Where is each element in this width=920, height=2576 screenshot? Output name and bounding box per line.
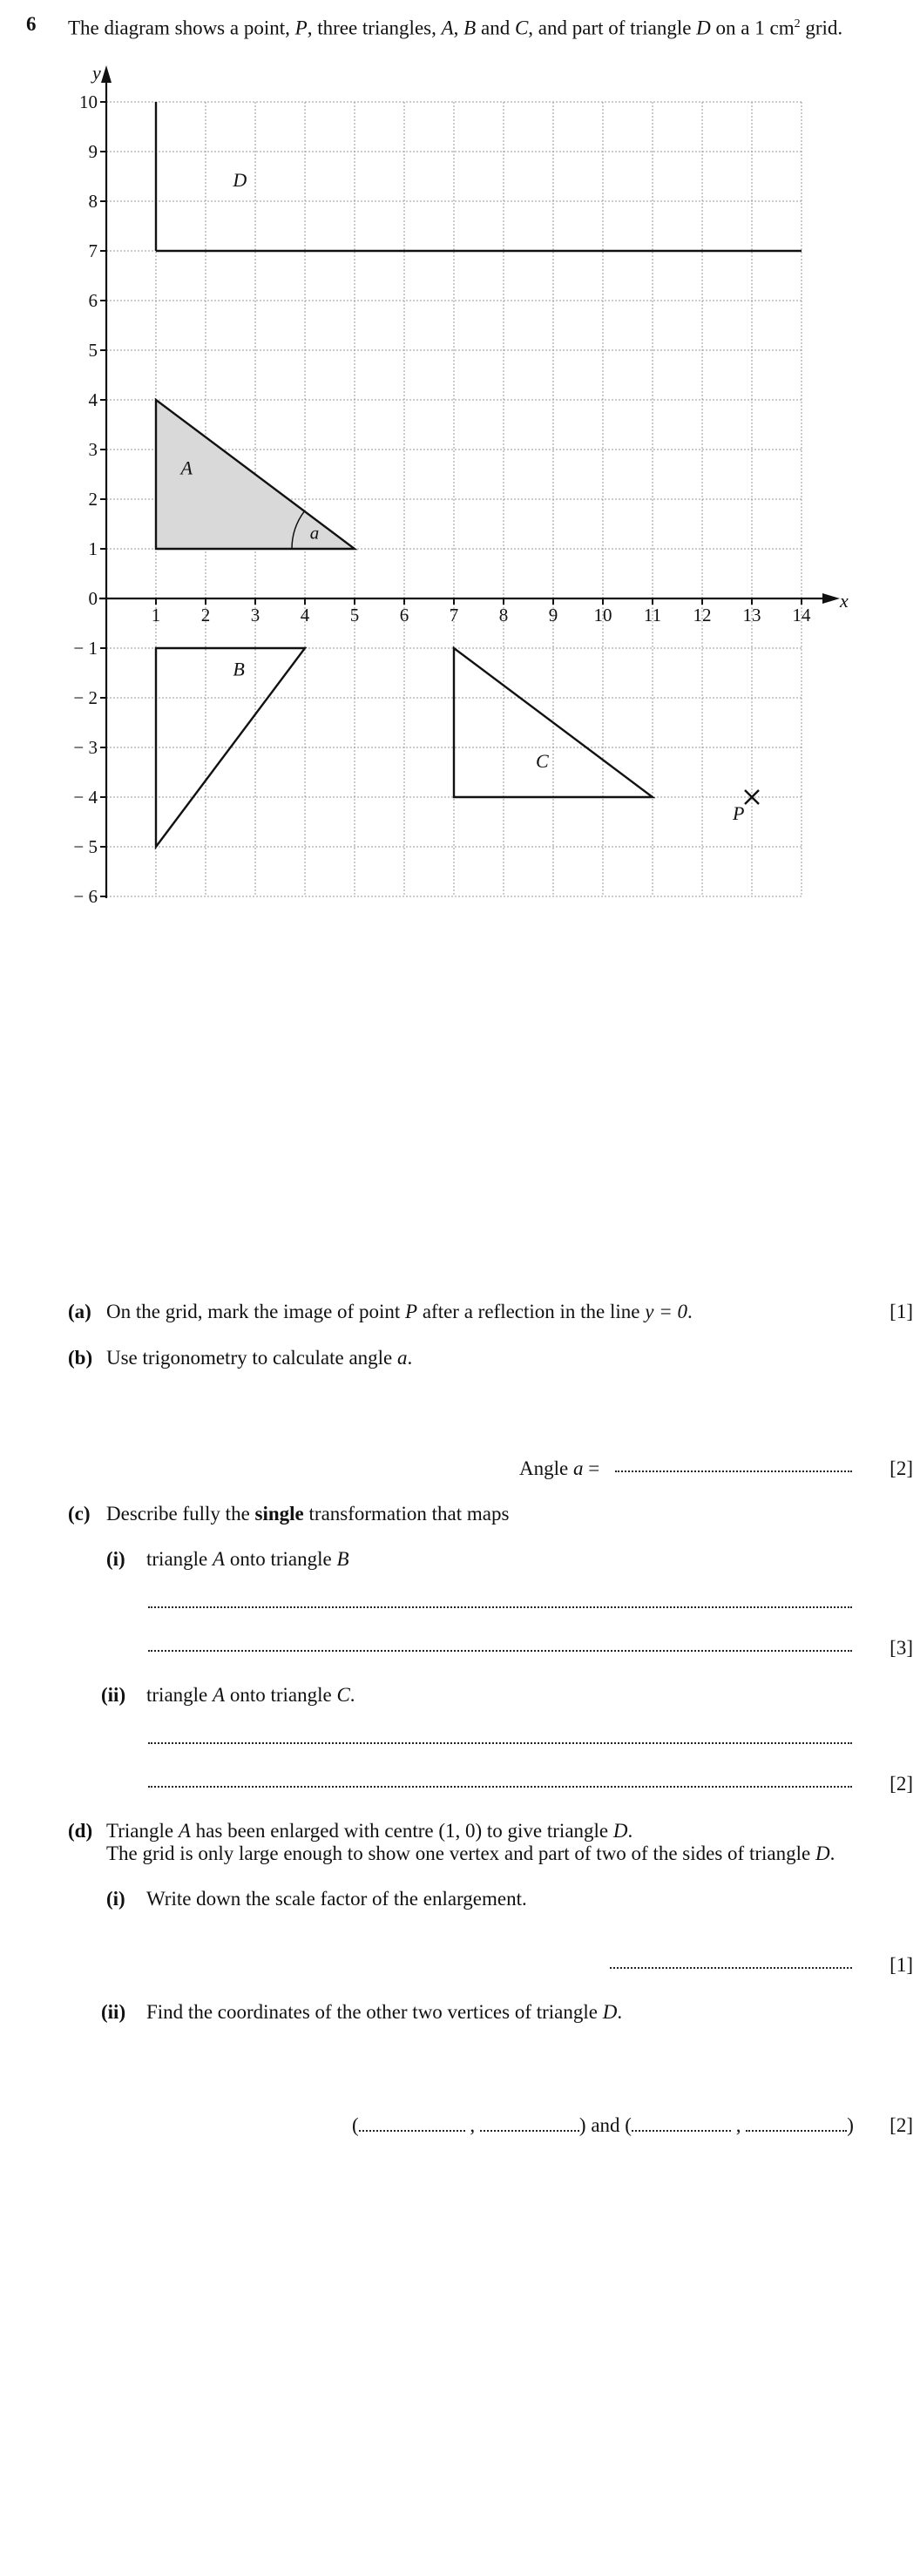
triangle-label-a: A bbox=[180, 456, 193, 479]
intro-text: , bbox=[453, 17, 464, 39]
part-c-ii-label: (ii) bbox=[101, 1684, 126, 1706]
x-tick-label: 8 bbox=[498, 605, 509, 625]
paren-close-and: ) and ( bbox=[578, 2114, 632, 2136]
text: triangle bbox=[146, 1684, 213, 1706]
question-number: 6 bbox=[26, 13, 37, 35]
comma: , bbox=[464, 2114, 480, 2136]
y-axis-arrow-icon bbox=[101, 65, 112, 83]
y-tick-label: − 4 bbox=[73, 787, 98, 808]
y-tick-label: 6 bbox=[88, 290, 98, 311]
x-axis-arrow-icon bbox=[822, 593, 840, 604]
part-c-i-label: (i) bbox=[106, 1548, 125, 1570]
triangle-d: D bbox=[612, 1820, 628, 1842]
part-c-i-marks: [3] bbox=[890, 1637, 913, 1659]
x-tick-label: 2 bbox=[200, 605, 211, 625]
y-tick-label: − 1 bbox=[73, 638, 98, 659]
x-tick-label: 5 bbox=[349, 605, 360, 625]
part-a-text-3: . bbox=[687, 1301, 693, 1322]
vertex-1-x-input[interactable] bbox=[359, 2114, 465, 2132]
part-c-text-1: Describe fully the bbox=[106, 1503, 255, 1525]
intro-triangle-c: C bbox=[514, 17, 529, 39]
part-b-text-1: Use trigonometry to calculate angle bbox=[106, 1347, 398, 1369]
text: onto triangle bbox=[225, 1684, 337, 1706]
text: triangle bbox=[146, 1548, 213, 1570]
part-c-ii-text bbox=[146, 1683, 355, 1707]
part-d-line-1 bbox=[106, 1819, 632, 1843]
triangle-a: A bbox=[213, 1548, 226, 1570]
y-tick-label: 4 bbox=[88, 389, 98, 410]
y-tick-label: 3 bbox=[88, 439, 98, 460]
triangle-b: B bbox=[336, 1548, 349, 1570]
triangle-d: D bbox=[815, 1842, 830, 1864]
intro-superscript: 2 bbox=[794, 17, 801, 30]
y-tick-label: 9 bbox=[88, 141, 98, 162]
intro-text: grid. bbox=[800, 17, 843, 39]
vertex-2-y-input[interactable] bbox=[746, 2114, 847, 2132]
x-tick-label: 9 bbox=[548, 605, 558, 625]
part-a-point-p: P bbox=[405, 1301, 418, 1322]
part-d-i-label: (i) bbox=[106, 1888, 125, 1910]
text: . bbox=[617, 2001, 623, 2023]
part-c-ii-marks: [2] bbox=[890, 1773, 913, 1795]
y-tick-label: − 6 bbox=[73, 886, 98, 907]
part-b-text-2: . bbox=[407, 1347, 413, 1369]
x-tick-label: 14 bbox=[792, 605, 811, 625]
intro-point-p: P bbox=[294, 17, 308, 39]
part-d-ii-text bbox=[146, 2000, 622, 2025]
part-b-label: (b) bbox=[68, 1347, 93, 1369]
x-tick-label: 6 bbox=[399, 605, 409, 625]
triangle-label-b: B bbox=[233, 658, 245, 680]
part-c-i-text bbox=[146, 1547, 349, 1572]
y-tick-label: 5 bbox=[88, 340, 98, 361]
text: Find the coordinates of the other two vertices of triangle bbox=[146, 2001, 603, 2023]
part-b-answer-line[interactable] bbox=[615, 1471, 852, 1472]
triangle-b bbox=[156, 648, 305, 847]
part-a-marks: [1] bbox=[890, 1301, 913, 1322]
paren-open: ( bbox=[352, 2114, 359, 2136]
part-a-text-2: after a reflection in the line bbox=[417, 1301, 646, 1322]
part-c-text bbox=[106, 1502, 509, 1526]
text: Triangle bbox=[106, 1820, 179, 1842]
y-tick-label: 1 bbox=[88, 538, 98, 559]
x-tick-label: 3 bbox=[250, 605, 260, 625]
part-c-label: (c) bbox=[68, 1503, 91, 1525]
y-axis-label: y bbox=[92, 62, 101, 84]
triangle-d: D bbox=[602, 2001, 618, 2023]
answer-equals: = bbox=[583, 1457, 600, 1479]
y-tick-label: − 3 bbox=[73, 737, 98, 758]
text: . bbox=[829, 1842, 835, 1864]
triangle-label-d: D bbox=[233, 168, 247, 191]
text: has been enlarged with centre (1, 0) to give triangle bbox=[190, 1820, 613, 1842]
part-d-label: (d) bbox=[68, 1820, 93, 1842]
answer-variable: a bbox=[572, 1457, 584, 1479]
y-tick-label: − 2 bbox=[73, 687, 98, 708]
part-b-answer-label bbox=[519, 1457, 599, 1481]
text: onto triangle bbox=[225, 1548, 337, 1570]
part-d-ii-marks: [2] bbox=[890, 2114, 913, 2136]
intro-text: The diagram shows a point, bbox=[68, 17, 295, 39]
vertex-1-y-input[interactable] bbox=[480, 2114, 579, 2132]
part-d-i-marks: [1] bbox=[890, 1954, 913, 1976]
paren-close: ) bbox=[847, 2114, 854, 2136]
part-b-angle-a: a bbox=[397, 1347, 408, 1369]
part-b-text bbox=[106, 1346, 412, 1370]
part-a-label: (a) bbox=[68, 1301, 91, 1322]
part-a-equation: y = 0 bbox=[645, 1301, 687, 1322]
angle-a-label: a bbox=[309, 522, 320, 544]
part-c-bold: single bbox=[254, 1503, 304, 1525]
triangle-label-c: C bbox=[536, 749, 549, 772]
y-tick-label: 7 bbox=[88, 240, 98, 261]
answer-prefix: Angle bbox=[519, 1457, 573, 1479]
part-c-ii-answer-line-2[interactable] bbox=[148, 1786, 852, 1788]
part-d-i-answer-line[interactable] bbox=[610, 1967, 852, 1969]
part-c-text-2: transformation that maps bbox=[303, 1503, 510, 1525]
x-tick-label: 1 bbox=[151, 605, 161, 625]
part-d-ii-answer bbox=[352, 2113, 854, 2138]
shapes bbox=[156, 102, 802, 847]
triangle-a: A bbox=[213, 1684, 226, 1706]
comma: , bbox=[730, 2114, 747, 2136]
part-c-i-answer-line-2[interactable] bbox=[148, 1650, 852, 1652]
x-axis-label: x bbox=[840, 590, 849, 612]
part-b-marks: [2] bbox=[890, 1457, 913, 1479]
intro-text: , and part of triangle bbox=[528, 17, 697, 39]
y-tick-label: 10 bbox=[79, 91, 98, 112]
intro-triangle-a: A bbox=[441, 17, 454, 39]
triangle-c: C bbox=[336, 1684, 350, 1706]
part-d-ii-label: (ii) bbox=[101, 2001, 126, 2023]
x-tick-label: 12 bbox=[693, 605, 712, 625]
intro-text: , three triangles, bbox=[307, 17, 442, 39]
x-tick-label: 13 bbox=[742, 605, 761, 625]
x-tick-label: 11 bbox=[643, 605, 662, 625]
x-tick-label: 7 bbox=[449, 605, 459, 625]
y-tick-label: 8 bbox=[88, 191, 98, 212]
text: . bbox=[349, 1684, 355, 1706]
y-tick-label: 2 bbox=[88, 489, 98, 510]
part-a-text bbox=[106, 1300, 693, 1324]
y-tick-label: − 5 bbox=[73, 836, 98, 857]
intro-triangle-d: D bbox=[696, 17, 711, 39]
part-c-i-answer-line-1[interactable] bbox=[148, 1606, 852, 1608]
part-a-text-1: On the grid, mark the image of point bbox=[106, 1301, 406, 1322]
x-tick-label: 4 bbox=[300, 605, 310, 625]
part-c-ii-answer-line-1[interactable] bbox=[148, 1742, 852, 1744]
text: . bbox=[627, 1820, 633, 1842]
question-intro bbox=[68, 12, 842, 41]
intro-triangle-b: B bbox=[463, 17, 477, 39]
part-d-line-2 bbox=[106, 1842, 835, 1866]
text: The grid is only large enough to show one vertex and part of two of the sides of triangle bbox=[106, 1842, 815, 1864]
y-tick-label: 0 bbox=[88, 588, 98, 609]
part-d-i-text: Write down the scale factor of the enlargement. bbox=[146, 1888, 527, 1910]
x-tick-label: 10 bbox=[593, 605, 612, 625]
point-p-label: P bbox=[733, 802, 745, 824]
coordinate-grid[interactable] bbox=[0, 52, 871, 923]
intro-text: and bbox=[476, 17, 515, 39]
triangle-a: A bbox=[178, 1820, 191, 1842]
vertex-2-x-input[interactable] bbox=[632, 2114, 731, 2132]
intro-text: on a 1 cm bbox=[710, 17, 795, 39]
